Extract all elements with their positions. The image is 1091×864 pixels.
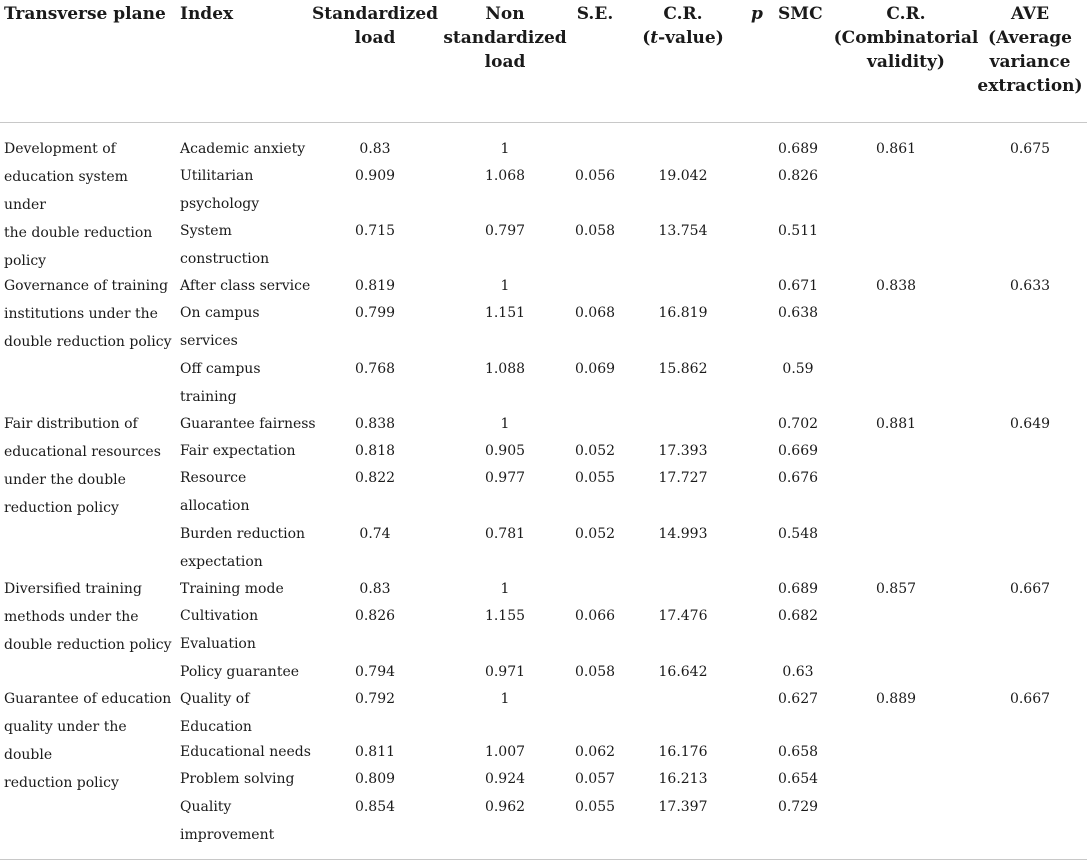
smc-cell: 0.689 [777,141,819,157]
header-ave: AVE (Average variance extraction) [977,4,1083,96]
header-index: Index [180,4,234,24]
smc-cell: 0.689 [777,581,819,597]
se-cell: 0.052 [574,526,616,542]
standardized-load-cell: 0.909 [354,168,396,184]
smc-cell: 0.676 [777,470,819,486]
cr-t-value-cell: 14.993 [658,526,708,542]
cr-t-value-cell: 15.862 [658,361,708,377]
transverse-plane-cell: Governance of training institutions under the double reduction policy [4,278,172,350]
smc-cell: 0.702 [777,416,819,432]
standardized-load-cell: 0.826 [354,608,396,624]
index-cell: Problem solving [180,771,295,787]
index-cell: On campus services [180,305,260,349]
header-standardized-load: Standardized load [311,4,439,48]
standardized-load-cell: 0.799 [354,305,396,321]
cr-t-value-cell: 17.476 [658,608,708,624]
ave-cell: 0.633 [1009,278,1051,294]
cr-t-value-cell: 16.642 [658,664,708,680]
smc-cell: 0.59 [782,361,814,377]
non-standardized-load-cell: 1.151 [484,305,526,321]
smc-cell: 0.548 [777,526,819,542]
transverse-plane-cell: Guarantee of education quality under the double reduction policy [4,691,172,791]
standardized-load-cell: 0.819 [354,278,396,294]
non-standardized-load-cell: 0.977 [484,470,526,486]
se-cell: 0.068 [574,305,616,321]
non-standardized-load-cell: 0.962 [484,799,526,815]
standardized-load-cell: 0.854 [354,799,396,815]
non-standardized-load-cell: 0.781 [484,526,526,542]
index-cell: Guarantee fairness [180,416,316,432]
header-transverse-plane: Transverse plane [4,4,166,24]
index-cell: Cultivation Evaluation [180,608,259,652]
non-standardized-load-cell: 0.971 [484,664,526,680]
non-standardized-load-cell: 1.155 [484,608,526,624]
index-cell: Training mode [180,581,284,597]
standardized-load-cell: 0.74 [359,526,391,542]
ave-cell: 0.649 [1009,416,1051,432]
cr-t-value-cell: 17.727 [658,470,708,486]
standardized-load-cell: 0.715 [354,223,396,239]
index-cell: Fair expectation [180,443,296,459]
index-cell: Academic anxiety [180,141,306,157]
standardized-load-cell: 0.818 [354,443,396,459]
header-cr-combinatorial: C.R. (Combinatorial validity) [833,4,979,72]
index-cell: Quality of Education [180,691,252,735]
se-cell: 0.055 [574,470,616,486]
cr-t-value-cell: 17.397 [658,799,708,815]
se-cell: 0.066 [574,608,616,624]
transverse-plane-cell: Fair distribution of educational resources under the double reduction policy [4,416,161,516]
index-cell: After class service [180,278,311,294]
non-standardized-load-cell: 1 [500,141,510,157]
cr-t-value-cell: 19.042 [658,168,708,184]
smc-cell: 0.511 [777,223,819,239]
index-cell: Resource allocation [180,470,250,514]
se-cell: 0.057 [574,771,616,787]
non-standardized-load-cell: 0.797 [484,223,526,239]
non-standardized-load-cell: 1 [500,691,510,707]
cr-t-value-cell: 16.213 [658,771,708,787]
se-cell: 0.058 [574,223,616,239]
non-standardized-load-cell: 1.088 [484,361,526,377]
header-cr-t-text: C.R. (t-value) [642,4,724,48]
non-standardized-load-cell: 1 [500,278,510,294]
se-cell: 0.069 [574,361,616,377]
smc-cell: 0.729 [777,799,819,815]
standardized-load-cell: 0.83 [359,581,391,597]
ave-cell: 0.675 [1009,141,1051,157]
index-cell: Off campus training [180,361,261,405]
smc-cell: 0.658 [777,744,819,760]
index-cell: Burden reduction expectation [180,526,306,570]
standardized-load-cell: 0.822 [354,470,396,486]
header-cr-t-value [628,2,738,50]
smc-cell: 0.671 [777,278,819,294]
non-standardized-load-cell: 1 [500,416,510,432]
cr-t-value-cell: 17.393 [658,443,708,459]
cr-combinatorial-cell: 0.861 [875,141,917,157]
smc-cell: 0.627 [777,691,819,707]
se-cell: 0.062 [574,744,616,760]
index-cell: System construction [180,223,270,267]
smc-cell: 0.682 [777,608,819,624]
se-cell: 0.056 [574,168,616,184]
cr-combinatorial-cell: 0.838 [875,278,917,294]
cr-t-value-cell: 13.754 [658,223,708,239]
standardized-load-cell: 0.794 [354,664,396,680]
standardized-load-cell: 0.809 [354,771,396,787]
smc-cell: 0.669 [777,443,819,459]
ave-cell: 0.667 [1009,581,1051,597]
bottom-rule [0,859,1087,860]
header-non-standardized-load: Non standardized load [443,4,567,72]
smc-cell: 0.826 [777,168,819,184]
header-p: p [751,4,763,24]
cr-combinatorial-cell: 0.857 [875,581,917,597]
standardized-load-cell: 0.838 [354,416,396,432]
header-smc: SMC [778,4,823,24]
non-standardized-load-cell: 0.924 [484,771,526,787]
smc-cell: 0.654 [777,771,819,787]
non-standardized-load-cell: 1.068 [484,168,526,184]
standardized-load-cell: 0.792 [354,691,396,707]
index-cell: Utilitarian psychology [180,168,260,212]
transverse-plane-cell: Development of education system under the double reduction policy [4,141,153,269]
standardized-load-cell: 0.768 [354,361,396,377]
ave-cell: 0.667 [1009,691,1051,707]
index-cell: Quality improvement [180,799,275,843]
standardized-load-cell: 0.83 [359,141,391,157]
index-cell: Educational needs [180,744,311,760]
cr-combinatorial-cell: 0.881 [875,416,917,432]
se-cell: 0.055 [574,799,616,815]
standardized-load-cell: 0.811 [354,744,396,760]
header-rule [0,122,1087,123]
se-cell: 0.052 [574,443,616,459]
cr-combinatorial-cell: 0.889 [875,691,917,707]
smc-cell: 0.638 [777,305,819,321]
transverse-plane-cell: Diversified training methods under the double reduction policy [4,581,172,653]
non-standardized-load-cell: 1 [500,581,510,597]
smc-cell: 0.63 [782,664,814,680]
non-standardized-load-cell: 1.007 [484,744,526,760]
non-standardized-load-cell: 0.905 [484,443,526,459]
se-cell: 0.058 [574,664,616,680]
index-cell: Policy guarantee [180,664,300,680]
header-se: S.E. [576,4,614,24]
cr-t-value-cell: 16.819 [658,305,708,321]
cr-t-value-cell: 16.176 [658,744,708,760]
